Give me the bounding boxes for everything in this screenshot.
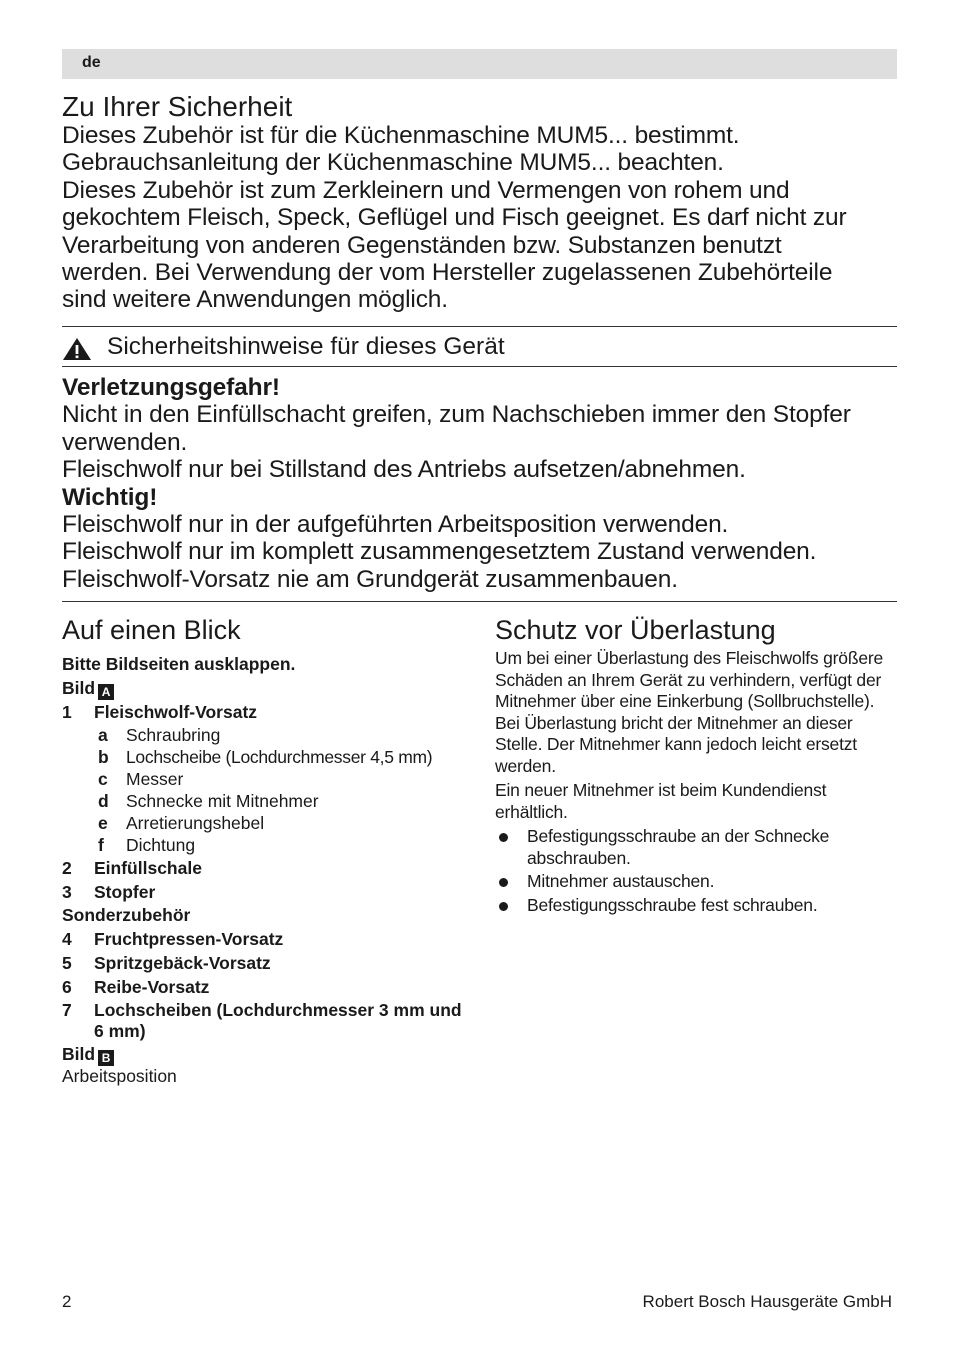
safety-notes	[62, 374, 902, 593]
sub-item	[98, 746, 472, 768]
figure-label-text: Bild	[62, 678, 96, 698]
bullet-text: Befestigungsschraube an der Schnecke abschrauben.	[527, 826, 830, 868]
item-number: 2	[62, 858, 72, 878]
sub-letter: b	[98, 747, 109, 767]
divider	[62, 366, 897, 367]
warning-title: Verletzungsgefahr!	[62, 374, 280, 401]
bullet-item	[495, 871, 900, 893]
figure-b-label	[62, 1042, 472, 1066]
intro-line: werden. Bei Verwendung der vom Hersteller zugelassenen Zubehörteile	[62, 259, 833, 287]
list-item	[62, 856, 472, 880]
sub-item	[98, 724, 472, 746]
sub-letter: c	[98, 769, 108, 789]
item-label: Einfüllschale	[94, 858, 202, 878]
item-number: 7	[62, 1000, 72, 1020]
company-name: Robert Bosch Hausgeräte GmbH	[642, 1292, 892, 1311]
bullet-icon	[499, 902, 508, 911]
protection-paragraph: Ein neuer Mitnehmer ist beim Kundendienst erhältlich.	[495, 780, 827, 822]
item-label: Reibe-Vorsatz	[94, 977, 210, 997]
intro-line: Dieses Zubehör ist für die Küchenmaschine MUM5... bestimmt.	[62, 122, 740, 149]
sub-label: Schnecke mit Mitnehmer	[126, 791, 319, 811]
safety-title: Zu Ihrer Sicherheit	[62, 91, 293, 122]
sub-item	[98, 790, 472, 812]
sub-label: Arretierungshebel	[126, 813, 265, 833]
language-tag: de	[82, 54, 101, 71]
sub-letter: e	[98, 813, 108, 833]
bullet-text: Mitnehmer austauschen.	[527, 871, 715, 891]
item-number: 3	[62, 882, 72, 902]
language-bar	[62, 49, 897, 79]
sub-letter: d	[98, 791, 109, 811]
figure-a-icon: A	[98, 684, 114, 700]
important-title: Wichtig!	[62, 483, 158, 511]
page-number: 2	[62, 1292, 72, 1311]
bullet-icon	[499, 833, 508, 842]
warning-line: Fleischwolf nur bei Stillstand des Antriebs aufsetzen/abnehmen.	[62, 456, 746, 484]
bullet-item	[495, 895, 900, 917]
list-item	[62, 975, 472, 999]
list-item	[62, 927, 472, 951]
figure-b-icon: B	[98, 1050, 114, 1066]
divider	[62, 326, 897, 327]
sub-item	[98, 768, 472, 790]
sub-label: Dichtung	[126, 835, 196, 855]
intro-line: Dieses Zubehör ist zum Zerkleinern und Vermengen von rohem und	[62, 176, 790, 204]
item-label: Stopfer	[94, 882, 156, 902]
warning-icon	[62, 337, 92, 361]
sub-letter: a	[98, 725, 108, 745]
important-line: Fleischwolf-Vorsatz nie am Grundgerät zusammenbauen.	[62, 565, 678, 593]
protection-column	[495, 614, 900, 916]
overview-column	[62, 614, 472, 1086]
item-label: Fruchtpressen-Vorsatz	[94, 929, 284, 949]
item-label: Fleischwolf-Vorsatz	[94, 702, 258, 722]
intro-line: Verarbeitung von anderen Gegenständen bzw. Substanzen benutzt	[62, 231, 782, 259]
overview-title: Auf einen Blick	[62, 615, 241, 645]
sub-letter: f	[98, 835, 104, 855]
intro-section	[62, 92, 902, 314]
warning-line: verwenden.	[62, 428, 188, 456]
intro-line: sind weitere Anwendungen möglich.	[62, 286, 448, 314]
intro-line: Gebrauchsanleitung der Küchenmaschine MUM5... beachten.	[62, 149, 724, 177]
item-number: 1	[62, 702, 72, 722]
working-position: Arbeitsposition	[62, 1066, 177, 1086]
bullet-text: Befestigungsschraube fest schrauben.	[527, 894, 818, 915]
warning-line: Nicht in den Einfüllschacht greifen, zum Nachschieben immer den Stopfer	[62, 401, 851, 429]
protection-paragraph: Um bei einer Überlastung des Fleischwolfs größere Schäden an Ihrem Gerät zu verhindern, verfügt der Mitnehmer über eine Einkerbung (Sollbruchstelle). Bei Überlastung bricht der Mitnehmer an dieser Stelle. Der Mitnehmer kann jedoch leicht ersetzt werden.	[495, 648, 884, 776]
intro-line: gekochtem Fleisch, Speck, Geflügel und Fisch geeignet. Es darf nicht zur	[62, 204, 847, 232]
list-item	[62, 700, 472, 724]
figure-label-text: Bild	[62, 1044, 96, 1064]
item-label: Spritzgebäck-Vorsatz	[94, 953, 271, 973]
item-label: Lochscheiben (Lochdurchmesser 3 mm und 6 mm)	[94, 1000, 462, 1041]
divider	[62, 601, 897, 602]
list-item	[62, 951, 472, 975]
list-item	[62, 999, 472, 1042]
item-number: 6	[62, 977, 72, 997]
sub-label: Schraubring	[126, 725, 221, 745]
figure-a-label	[62, 676, 472, 700]
special-accessories-title: Sonderzubehör	[62, 905, 191, 925]
list-item	[62, 880, 472, 904]
item-number: 5	[62, 953, 72, 973]
sub-label: Messer	[126, 769, 184, 789]
bullet-item	[495, 826, 900, 869]
sub-label: Lochscheibe (Lochdurchmesser 4,5 mm)	[126, 747, 433, 767]
protection-title: Schutz vor Überlastung	[495, 615, 776, 645]
important-line: Fleischwolf nur im komplett zusammengesetztem Zustand verwenden.	[62, 538, 817, 566]
item-number: 4	[62, 929, 72, 949]
overview-intro: Bitte Bildseiten ausklappen.	[62, 654, 296, 674]
safety-heading	[62, 331, 897, 363]
safety-heading-text: Sicherheitshinweise für dieses Gerät	[107, 333, 505, 360]
bullet-icon	[499, 878, 508, 887]
important-line: Fleischwolf nur in der aufgeführten Arbeitsposition verwenden.	[62, 511, 729, 539]
sub-item	[98, 834, 472, 856]
sub-item	[98, 812, 472, 834]
